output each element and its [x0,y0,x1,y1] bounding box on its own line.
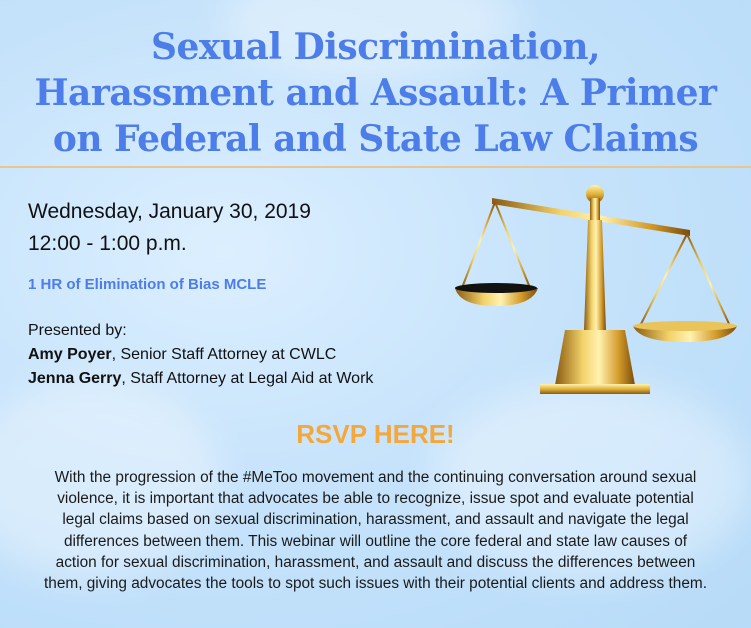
rsvp-link[interactable]: RSVP HERE! [296,419,455,449]
description-line: With the progression of the #MeToo movement and the continuing conversation around sexual [54,469,697,486]
presenters-block [28,319,373,391]
title-line: on Federal and State Law Claims [52,118,699,160]
presenter-role: , Staff Attorney at Legal Aid at Work [121,370,374,387]
title-line: Harassment and Assault: A Primer [34,72,717,114]
presenter-name: Jenna Gerry [28,370,122,387]
mcle-credit: 1 HR of Elimination of Bias MCLE [28,276,267,293]
event-description [6,467,745,594]
description-line: action for sexual discrimination, harassment, and assault and discuss the differences between [55,553,696,571]
description-line: violence, it is important that advocates be able to recognize, issue spot and evaluate potential [57,490,694,508]
event-date: Wednesday, January 30, 2019 [28,200,311,223]
presenters-label: Presented by: [28,322,127,339]
event-time: 12:00 - 1:00 p.m. [28,232,187,255]
presenter-role: , Senior Staff Attorney at CWLC [111,346,337,363]
presenter-item [28,367,373,391]
title-line: Sexual Discrimination, [150,26,601,68]
description-line: them, giving advocates the tools to spot such issues with their potential clients and address them. [43,575,707,593]
event-datetime [28,196,311,260]
description-line: differences between them. This webinar will outline the core federal and state law causes of [63,532,688,550]
scales-of-justice-icon [440,180,740,400]
description-line: legal claims based on sexual discrimination, harassment, and assault and navigate the legal [62,511,689,529]
presenter-name: Amy Poyer [28,346,112,363]
event-title [0,24,751,162]
presenter-item [28,343,373,367]
title-divider [0,166,751,168]
